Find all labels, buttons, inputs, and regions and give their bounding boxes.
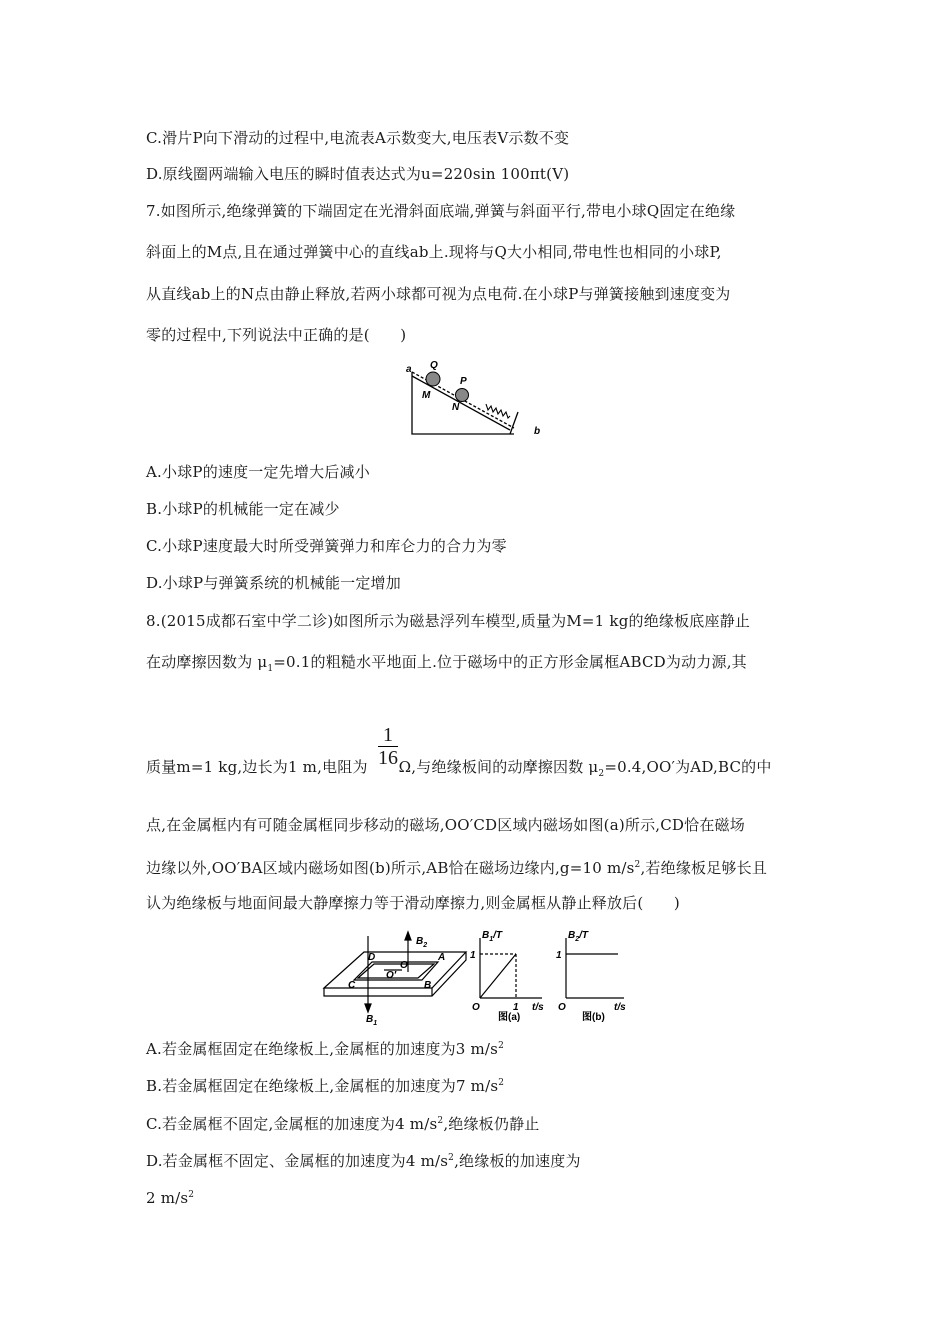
q8-stem-4: 点,在金属框内有可随金属框同步移动的磁场,OO′CD区域内磁场如图(a)所示,CD恰在磁场 — [146, 816, 745, 834]
option-c-q6: C.滑片P向下滑动的过程中,电流表A示数变大,电压表V示数不变 — [146, 129, 570, 147]
q7-option-b: B.小球P的机械能一定在减少 — [146, 500, 340, 518]
graph-a-origin: O — [472, 1002, 480, 1013]
label-B1: $B_1$ — [366, 1014, 378, 1027]
label-P: P — [460, 376, 467, 387]
graph-b-xlabel: t/s — [614, 1002, 626, 1013]
option-d-q6: D.原线圈两端输入电压的瞬时值表达式为u=220sin 100πt(V) — [146, 165, 570, 183]
label-D: D — [368, 952, 376, 963]
maglev-figure — [320, 930, 640, 1027]
graph-a-x1: 1 — [513, 1002, 519, 1013]
label-N: N — [452, 402, 460, 413]
q7-stem-3: 从直线ab上的N点由静止释放,若两小球都可视为点电荷.在小球P与弹簧接触到速度变为 — [146, 285, 731, 303]
q8-stem-1: 8.(2015成都石室中学二诊)如图所示为磁悬浮列车模型,质量为M=1 kg的绝缘板底座静止 — [146, 612, 751, 630]
label-Q: Q — [430, 360, 438, 371]
label-C: C — [348, 980, 356, 991]
graph-a-caption: 图(a) — [498, 1012, 521, 1023]
label-M: M — [422, 390, 431, 401]
graph-a-ylabel: $B_1/T$ — [482, 930, 503, 943]
q8-stem-5: 边缘以外,OO′BA区域内磁场如图(b)所示,AB恰在磁场边缘内,g=10 $m/s^2$,若绝缘板足够长且 — [146, 859, 768, 877]
q8-stem-2: 在动摩擦因数为 $\mu_1=0.1$的粗糙水平地面上.位于磁场中的正方形金属框ABCD为动力源,其 — [146, 653, 747, 674]
q8-option-a: A.若金属框固定在绝缘板上,金属框的加速度为3 $m/s^2$ — [146, 1040, 504, 1058]
label-A: A — [438, 952, 446, 963]
q8-option-b: B.若金属框固定在绝缘板上,金属框的加速度为7 $m/s^2$ — [146, 1077, 505, 1095]
q7-stem-1: 7.如图所示,绝缘弹簧的下端固定在光滑斜面底端,弹簧与斜面平行,带电小球Q固定在绝缘 — [146, 202, 736, 220]
label-O: O — [400, 960, 408, 971]
graph-a-xlabel: t/s — [532, 1002, 544, 1013]
label-b: b — [534, 426, 541, 437]
graph-b-caption: 图(b) — [582, 1012, 605, 1023]
q7-option-c: C.小球P速度最大时所受弹簧弹力和库仑力的合力为零 — [146, 537, 507, 555]
resistance-fraction: 1 16 — [378, 724, 398, 769]
q8-option-d: D.若金属框不固定、金属框的加速度为4 $m/s^2$,绝缘板的加速度为 — [146, 1152, 581, 1170]
label-O-prime: O′ — [386, 970, 397, 981]
graph-b-ylabel: $B_2/T$ — [568, 930, 589, 943]
q8-option-c: C.若金属框不固定,金属框的加速度为4 $m/s^2$,绝缘板仍静止 — [146, 1115, 540, 1133]
q7-stem-2: 斜面上的M点,且在通过弹簧中心的直线ab上.现将与Q大小相同,带电性也相同的小球P, — [146, 243, 722, 261]
graph-a-one: 1 — [470, 950, 476, 961]
q8-option-d-cont: 2 $m/s^2$ — [146, 1189, 195, 1207]
label-B: B — [424, 980, 432, 991]
graph-b-origin: O — [558, 1002, 566, 1013]
q7-stem-4: 零的过程中,下列说法中正确的是( ) — [146, 326, 407, 344]
label-a: a — [406, 364, 412, 375]
q7-option-a: A.小球P的速度一定先增大后减小 — [146, 463, 370, 481]
q7-option-d: D.小球P与弹簧系统的机械能一定增加 — [146, 574, 401, 592]
graph-b-one: 1 — [556, 950, 562, 961]
label-B2: $B_2$ — [416, 936, 428, 949]
incline-spring-figure — [402, 360, 552, 438]
q8-stem-6: 认为绝缘板与地面间最大静摩擦力等于滑动摩擦力,则金属框从静止释放后( ) — [146, 894, 680, 912]
q8-stem-3: 质量m=1 kg,边长为1 m,电阻为 Ω,与绝缘板间的动摩擦因数 $\mu_2=0.4,OO'$为AD,BC的中 — [146, 758, 772, 779]
